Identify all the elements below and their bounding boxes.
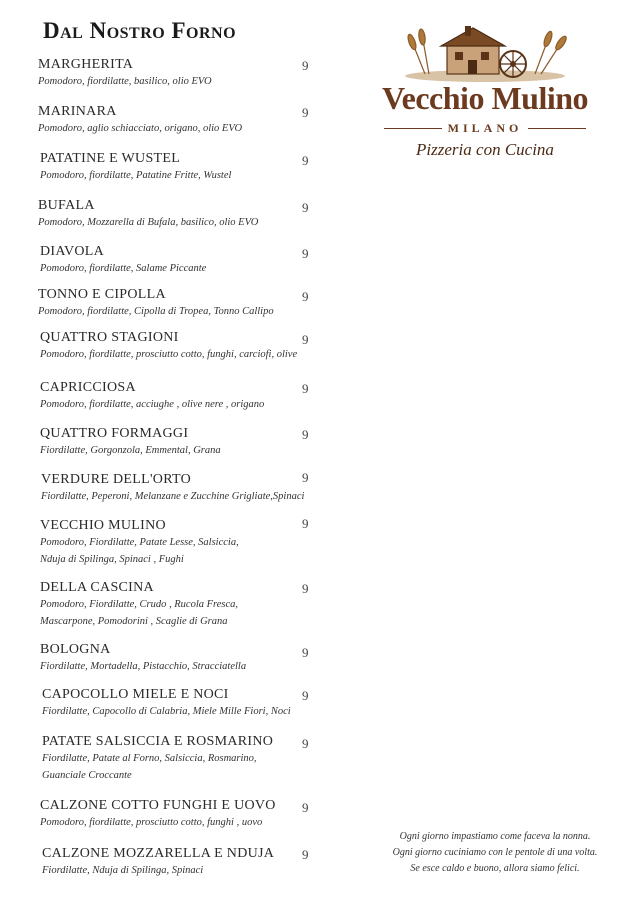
- item-name: TONNO E CIPOLLA: [38, 287, 166, 302]
- item-description-line2: Guanciale Croccante: [42, 770, 132, 781]
- item-description: Pomodoro, fiordilatte, Patatine Fritte, Wustel: [40, 170, 232, 181]
- item-description: Pomodoro, Fiordilatte, Patate Lesse, Salsiccia,: [40, 537, 239, 548]
- item-name: VECCHIO MULINO: [40, 518, 166, 533]
- item-description: Fiordilatte, Gorgonzola, Emmental, Grana: [40, 445, 221, 456]
- item-description: Pomodoro, fiordilatte, prosciutto cotto, funghi , uovo: [40, 817, 263, 828]
- item-description: Pomodoro, Mozzarella di Bufala, basilico, olio EVO: [38, 217, 259, 228]
- footer-line: Ogni giorno impastiamo come faceva la nonna.: [399, 831, 591, 842]
- item-name: CALZONE MOZZARELLA E NDUJA: [42, 846, 275, 861]
- item-price: 9: [302, 645, 309, 660]
- menu-item: [38, 103, 338, 137]
- item-price: 9: [302, 516, 309, 531]
- menu-item: [40, 641, 340, 675]
- item-description: Fiordilatte, Patate al Forno, Salsiccia, Rosmarino,: [42, 753, 257, 764]
- logo-rule-right: [528, 128, 586, 129]
- menu-item: [42, 733, 342, 784]
- logo-city: MILANO: [447, 121, 523, 135]
- item-price: 9: [302, 847, 309, 862]
- menu-item: [40, 150, 340, 184]
- item-name: QUATTRO STAGIONI: [40, 330, 179, 345]
- item-price: 9: [302, 200, 309, 215]
- menu-item: [40, 517, 340, 568]
- logo-tagline: Pizzeria con Cucina: [416, 140, 554, 159]
- item-name: CAPRICCIOSA: [40, 380, 136, 395]
- item-price: 9: [302, 381, 309, 396]
- item-description: Pomodoro, aglio schiacciato, origano, olio EVO: [38, 123, 243, 134]
- item-price: 9: [302, 800, 309, 815]
- item-price: 9: [302, 688, 309, 703]
- item-description: Pomodoro, fiordilatte, basilico, olio EVO: [38, 76, 212, 87]
- item-description: Fiordilatte, Mortadella, Pistacchio, Stracciatella: [40, 661, 247, 672]
- item-name: CAPOCOLLO MIELE E NOCI: [42, 687, 229, 702]
- item-name: DELLA CASCINA: [40, 580, 154, 595]
- item-price: 9: [302, 332, 309, 347]
- item-price: 9: [302, 470, 309, 485]
- menu-item: [40, 797, 340, 831]
- item-name: CALZONE COTTO FUNGHI E UOVO: [40, 798, 276, 813]
- item-price: 9: [302, 736, 309, 751]
- item-description: Pomodoro, fiordilatte, Salame Piccante: [40, 263, 207, 274]
- footer-line: Ogni giorno cuciniamo con le pentole di una volta.: [392, 847, 598, 858]
- item-price: 9: [302, 246, 309, 261]
- footer-motto: [380, 829, 610, 877]
- item-price: 9: [302, 427, 309, 442]
- item-name: PATATINE E WUSTEL: [40, 151, 181, 166]
- menu-item: [38, 56, 338, 90]
- menu-item: [40, 243, 340, 277]
- logo-wordmark: Vecchio Mulino: [381, 80, 589, 116]
- item-description-line2: Nduja di Spilinga, Spinaci , Fughi: [40, 554, 184, 565]
- item-price: 9: [302, 153, 309, 168]
- item-name: MARINARA: [38, 104, 117, 119]
- footer-line: Se esce caldo e buono, allora siamo felici.: [410, 863, 580, 874]
- menu-item: [40, 425, 340, 459]
- menu-item: [38, 286, 338, 320]
- item-price: 9: [302, 581, 309, 596]
- item-name: MARGHERITA: [38, 57, 134, 72]
- item-description-line2: Mascarpone, Pomodorini , Scaglie di Grana: [40, 616, 228, 627]
- menu-item: [41, 471, 341, 505]
- menu-item: [42, 845, 342, 879]
- item-price: 9: [302, 105, 309, 120]
- item-description: Pomodoro, fiordilatte, Cipolla di Tropea, Tonno Callipo: [38, 306, 274, 317]
- menu-title: Dal Nostro Forno: [43, 18, 237, 43]
- item-name: DIAVOLA: [40, 244, 105, 259]
- item-name: BUFALA: [38, 198, 95, 213]
- item-description: Fiordilatte, Peperoni, Melanzane e Zucchine Grigliate,Spinaci: [41, 491, 305, 502]
- menu-item: [38, 197, 338, 231]
- menu-item: [42, 686, 342, 720]
- item-description: Pomodoro, Fiordilatte, Crudo , Rucola Fresca,: [40, 599, 239, 610]
- item-name: BOLOGNA: [40, 642, 111, 657]
- menu-item: [40, 379, 340, 413]
- item-description: Fiordilatte, Nduja di Spilinga, Spinaci: [42, 865, 204, 876]
- item-name: VERDURE DELL'ORTO: [41, 472, 192, 487]
- item-name: QUATTRO FORMAGGI: [40, 426, 189, 441]
- menu-item: [40, 579, 340, 630]
- item-description: Pomodoro, fiordilatte, prosciutto cotto, funghi, carciofi, olive: [40, 349, 298, 360]
- item-price: 9: [302, 58, 309, 73]
- menu-item: [40, 329, 340, 363]
- item-price: 9: [302, 289, 309, 304]
- item-description: Fiordilatte, Capocollo di Calabria, Miele Mille Fiori, Noci: [42, 706, 291, 717]
- item-name: PATATE SALSICCIA E ROSMARINO: [42, 734, 274, 749]
- item-description: Pomodoro, fiordilatte, acciughe , olive nere , origano: [40, 399, 265, 410]
